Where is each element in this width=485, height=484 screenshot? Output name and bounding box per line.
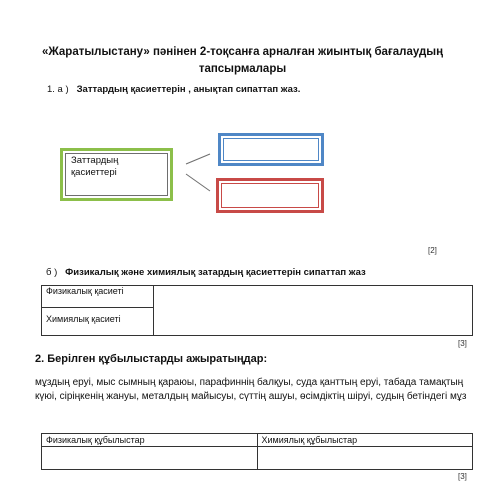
- question-2-paragraph: мұздың еруі, мыс сымның қараюы, парафиннің балқуы, суда қанттың еруі, табада тамақтың күюі, сіріңкенің жануы, металдың майысуы, сүттің ашуы, өсімдіктің шіруі, судың бетіндегі мұз: [35, 377, 467, 402]
- properties-answer-cell[interactable]: [154, 286, 473, 336]
- connector-line-top: [186, 154, 210, 164]
- properties-box-label-line1: Заттардың: [71, 155, 119, 166]
- properties-box-label-line2: қасиеттері: [71, 167, 117, 178]
- page-title-line2: тапсырмалары: [198, 63, 287, 75]
- question-1a-text: Заттардың қасиеттерін , анықтап сипаттап жаз.: [76, 84, 301, 95]
- physical-property-label: Физикалық қасиеті: [42, 286, 154, 308]
- question-1a-number: 1. а ): [47, 84, 69, 95]
- question-2-title: 2. Берілген құбылыстарды ажыратыңдар:: [35, 353, 268, 365]
- page-title-line1: «Жаратылыстану» пәнінен 2-тоқсанға арналған жиынтық бағалаудың: [41, 46, 444, 58]
- table-row: [42, 447, 473, 470]
- physical-phenomena-header: Физикалық құбылыстар: [42, 434, 258, 447]
- table-row: [42, 286, 473, 308]
- physical-answer-box[interactable]: [218, 133, 324, 166]
- question-1b: [46, 267, 366, 278]
- properties-table: [41, 285, 473, 336]
- chemical-phenomena-header: Химиялық құбылыстар: [257, 434, 473, 447]
- physical-phenomena-answer-cell[interactable]: [42, 447, 258, 470]
- question-1b-number: б ): [46, 267, 58, 278]
- chemical-answer-box[interactable]: [216, 178, 324, 213]
- score-q1a: [2]: [428, 246, 437, 255]
- connector-line-bottom: [186, 174, 210, 191]
- score-q1b: [3]: [458, 339, 467, 348]
- chemical-property-label: Химиялық қасиеті: [42, 308, 154, 336]
- table-row: [42, 434, 473, 447]
- score-q2: [3]: [458, 472, 467, 481]
- question-1b-text: Физикалық және химиялық затардың қасиеттерін сипаттап жаз: [65, 267, 366, 278]
- chemical-phenomena-answer-cell[interactable]: [257, 447, 473, 470]
- phenomena-table: [41, 433, 473, 470]
